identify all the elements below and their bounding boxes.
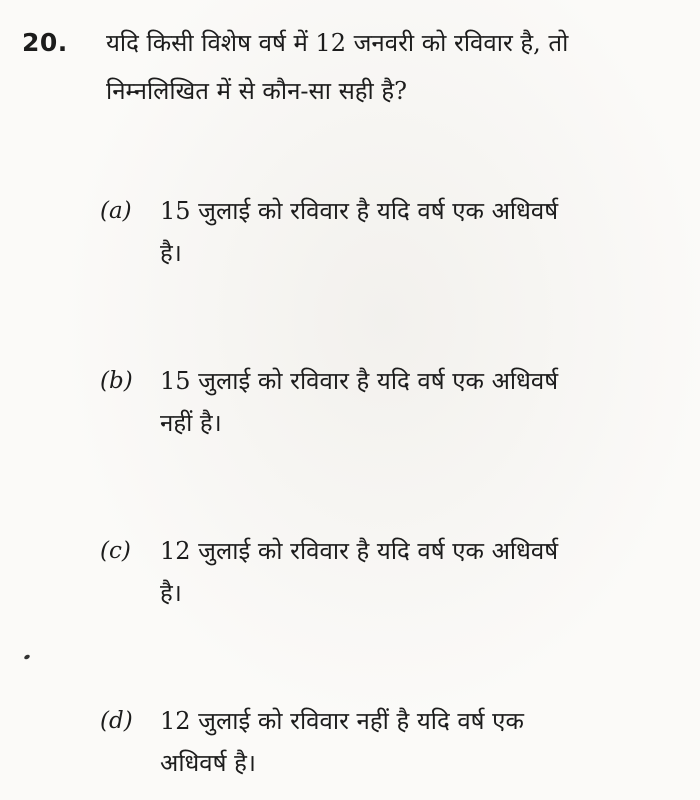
option-d-label: (d) xyxy=(100,708,133,734)
question-text-line-2: निम्नलिखित में से कौन-सा सही है? xyxy=(106,77,407,105)
option-b-label: (b) xyxy=(100,368,133,394)
option-d-text-line-2: अधिवर्ष है। xyxy=(160,749,256,777)
question-text-line-1: यदि किसी विशेष वर्ष में 12 जनवरी को रविवार है, तो xyxy=(106,29,569,57)
option-a-label: (a) xyxy=(100,198,132,224)
option-d-text-line-1: 12 जुलाई को रविवार नहीं है यदि वर्ष एक xyxy=(160,707,524,735)
option-a-text-line-2: है। xyxy=(160,239,182,267)
option-c-text-line-1: 12 जुलाई को रविवार है यदि वर्ष एक अधिवर्ष xyxy=(160,537,559,565)
option-b-text-line-1: 15 जुलाई को रविवार है यदि वर्ष एक अधिवर्ष xyxy=(160,367,559,395)
option-a-text-line-1: 15 जुलाई को रविवार है यदि वर्ष एक अधिवर्ष xyxy=(160,197,559,225)
option-b-text-line-2: नहीं है। xyxy=(160,409,222,437)
option-c-label: (c) xyxy=(100,538,131,564)
ink-speck xyxy=(23,654,30,660)
question-number: 20. xyxy=(22,28,68,57)
option-c-text-line-2: है। xyxy=(160,579,182,607)
